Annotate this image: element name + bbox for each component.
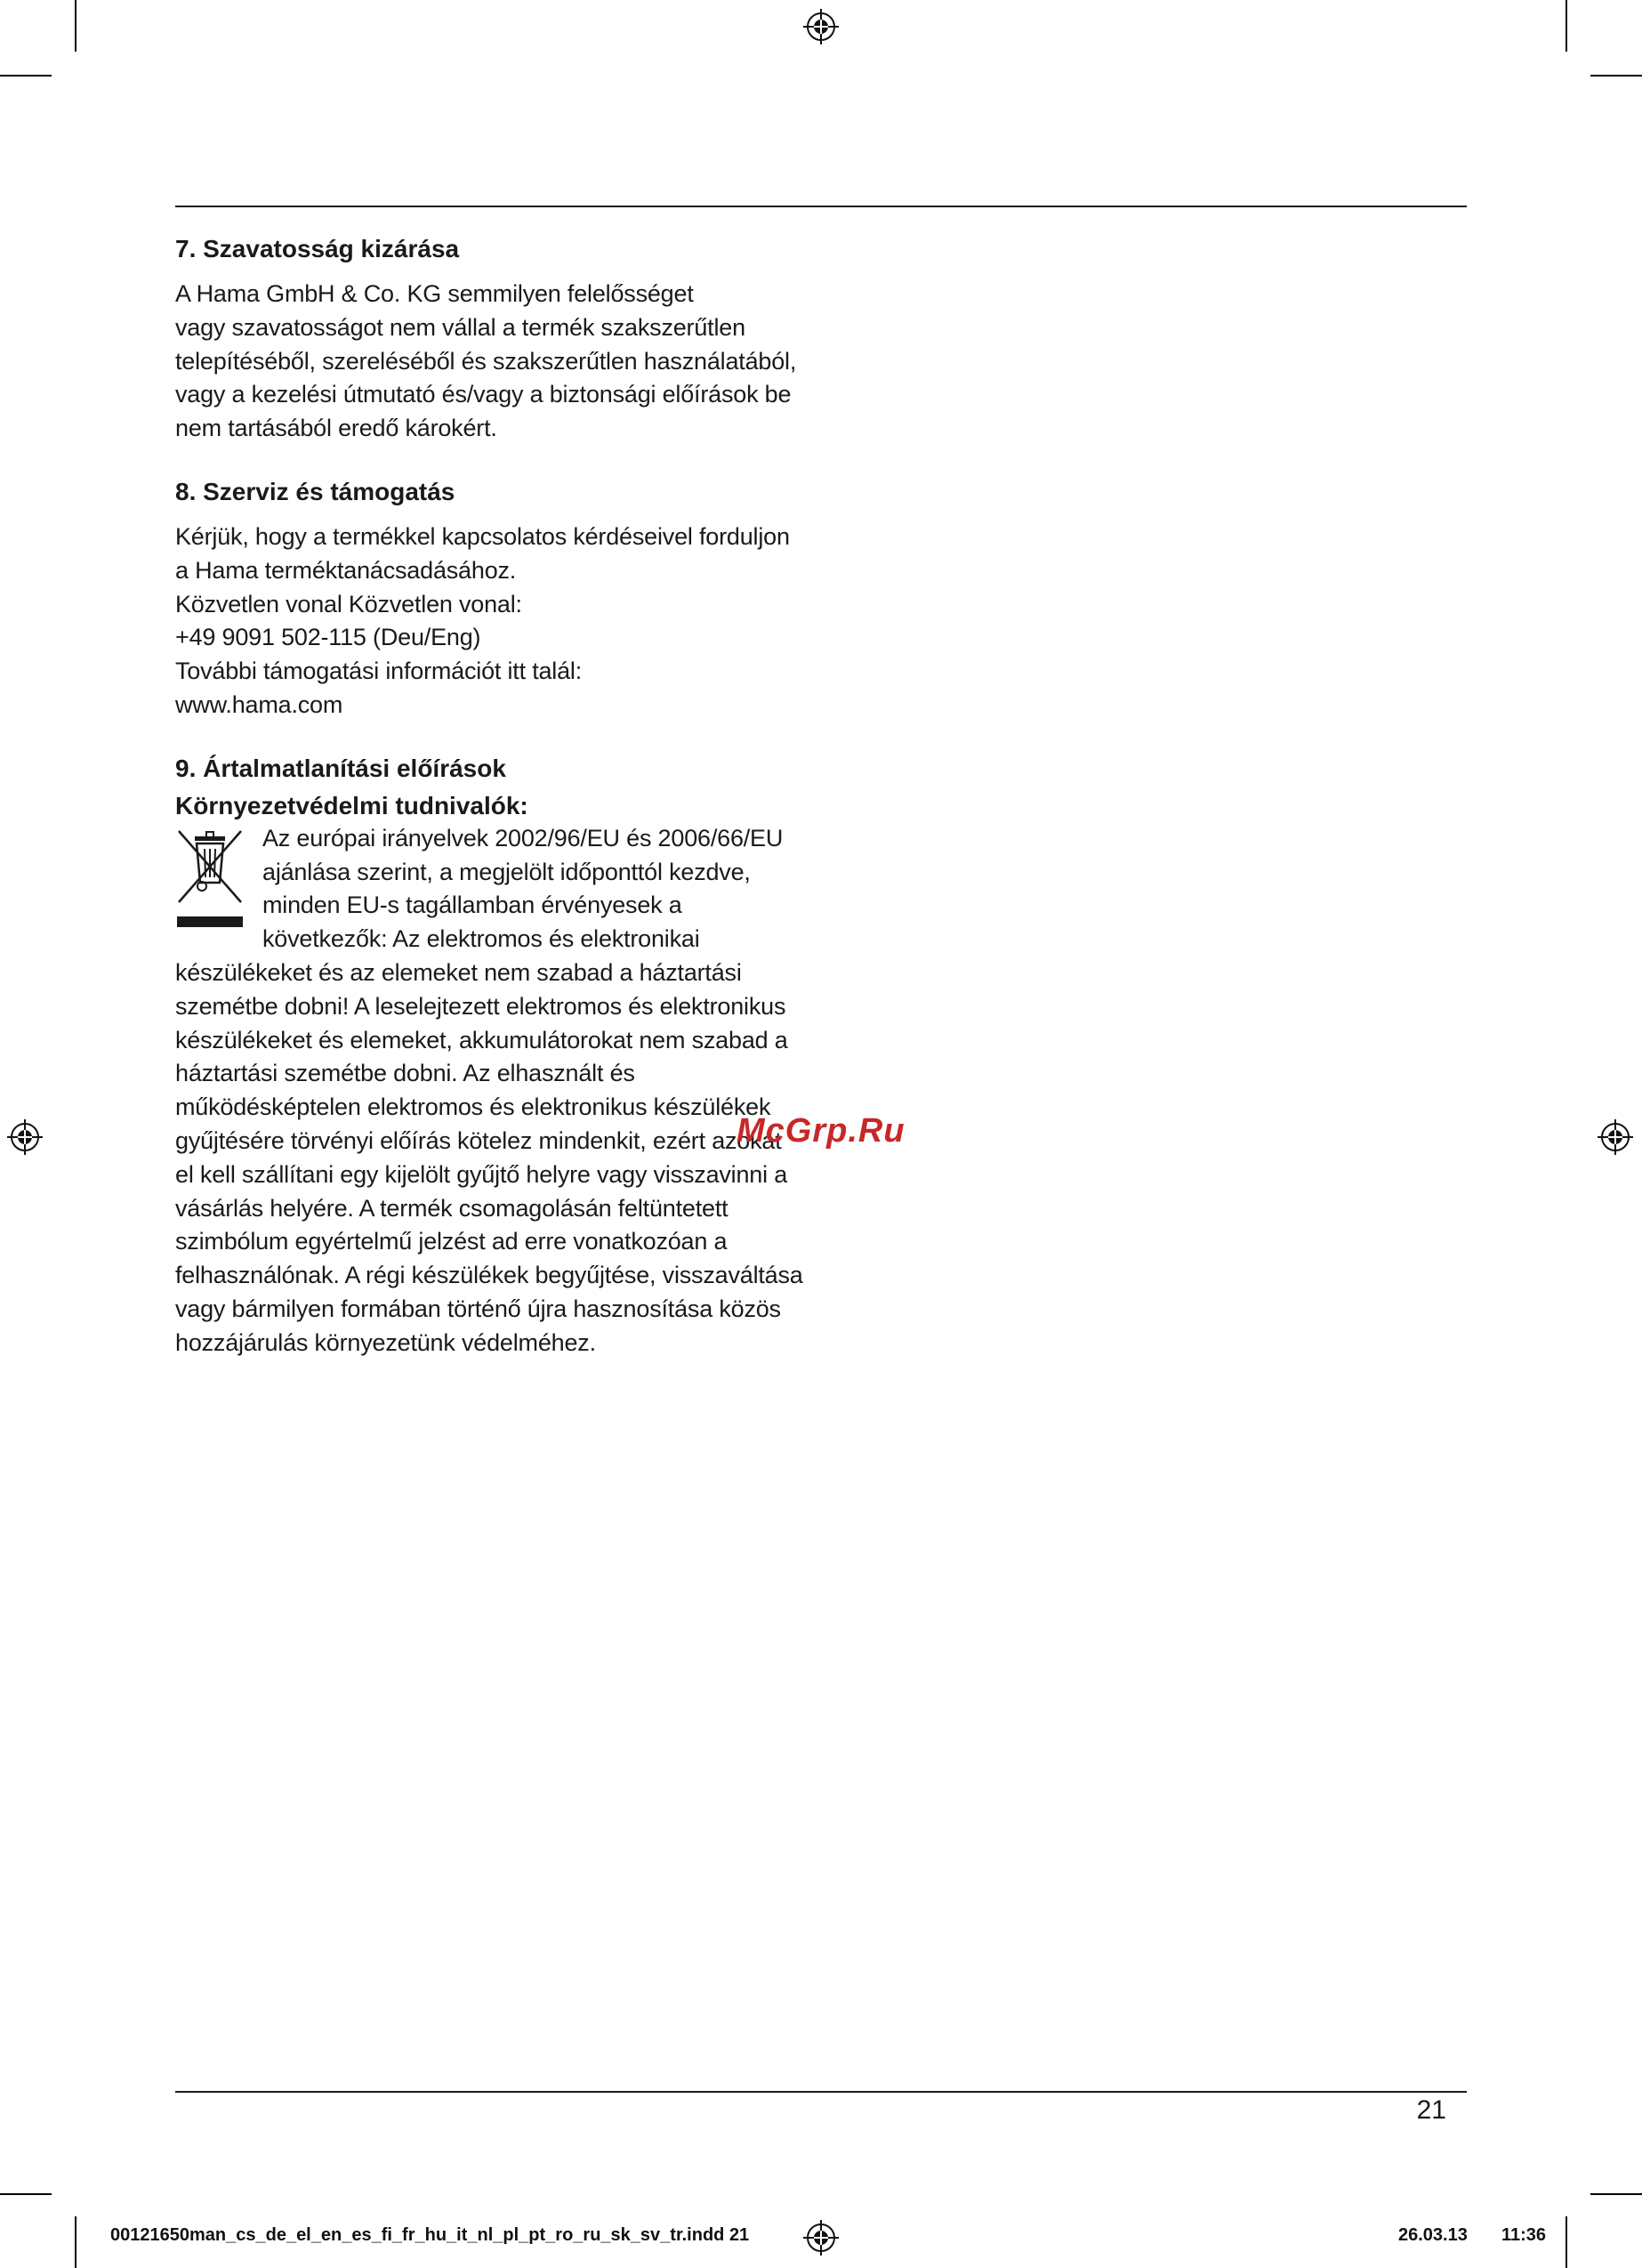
text-line: el kell szállítani egy kijelölt gyűjtő helyre vagy visszavinni a <box>175 1160 788 1188</box>
section-subheading: Környezetvédelmi tudnivalók: <box>175 791 528 819</box>
text-line: minden EU-s tagállamban érvényesek a <box>262 892 682 919</box>
text-line: vagy a kezelési útmutató és/vagy a biztonsági előírások be <box>175 381 792 408</box>
text-line: Kérjük, hogy a termékkel kapcsolatos kérdéseivel forduljon <box>175 522 790 550</box>
text-line: szemétbe dobni! A leselejtezett elektromos és elektronikus <box>175 992 786 1020</box>
page-content <box>175 233 816 1391</box>
text-line: készülékeket és elemeket, akkumulátorokat nem szabad a <box>175 1026 788 1053</box>
text-line: a Hama terméktanácsadásához. <box>175 556 517 584</box>
slug-date: 26.03.13 <box>1398 2225 1468 2245</box>
registration-mark-icon <box>803 9 839 44</box>
crop-mark <box>1566 2216 1567 2268</box>
text-line: következők: Az elektromos és elektronikai <box>262 925 700 953</box>
section-service-support <box>175 476 816 722</box>
text-line: +49 9091 502-115 (Deu/Eng) <box>175 624 481 651</box>
environment-notice <box>175 822 816 1360</box>
text-line: ajánlása szerint, a megjelölt időponttól kezdve, <box>262 858 751 885</box>
text-line: gyűjtésére törvényi előírás kötelez mindenkit, ezért azokat <box>175 1126 782 1154</box>
text-line: Közvetlen vonal Közvetlen vonal: <box>175 590 522 617</box>
section-body <box>175 278 816 446</box>
text-line: hozzájárulás környezetünk védelméhez. <box>175 1328 596 1356</box>
page-number: 21 <box>1416 2095 1446 2125</box>
text-line: szimbólum egyértelmű jelzést ad erre vonatkozóan a <box>175 1228 728 1255</box>
text-line: nem tartásából eredő károkért. <box>175 415 497 442</box>
registration-mark-icon <box>1598 1119 1633 1155</box>
crop-mark <box>1590 75 1642 77</box>
top-rule <box>175 206 1467 207</box>
text-line: készülékeket és az elemeket nem szabad a háztartási <box>175 958 742 986</box>
slug-filename: 00121650man_cs_de_el_en_es_fi_fr_hu_it_nl_pl_pt_ro_ru_sk_sv_tr.indd 21 <box>110 2225 750 2245</box>
section-body <box>175 521 816 722</box>
crop-mark <box>0 75 52 77</box>
crop-mark <box>75 2216 76 2268</box>
crossed-out-wheelie-bin-icon <box>175 827 245 934</box>
crop-mark <box>1590 2193 1642 2195</box>
crop-mark <box>0 2193 52 2195</box>
registration-mark-icon <box>7 1119 43 1155</box>
watermark: McGrp.Ru <box>736 1112 906 1150</box>
section-warranty-disclaimer <box>175 233 816 446</box>
section-heading: 8. Szerviz és támogatás <box>175 477 455 505</box>
section-body <box>175 956 816 1360</box>
website-link[interactable]: www.hama.com <box>175 690 343 718</box>
section-heading: 7. Szavatosság kizárása <box>175 235 460 262</box>
text-line: felhasználónak. A régi készülékek begyűjtése, visszaváltása <box>175 1262 803 1289</box>
crop-mark <box>1566 0 1567 52</box>
section-disposal <box>175 753 816 1360</box>
text-line: Az európai irányelvek 2002/96/EU és 2006/66/EU <box>262 824 784 852</box>
section-heading: 9. Ártalmatlanítási előírások <box>175 754 506 782</box>
text-line: működésképtelen elektromos és elektronikus készülékek <box>175 1094 771 1121</box>
text-line: telepítéséből, szereléséből és szakszerűtlen használatából, <box>175 347 797 375</box>
registration-mark-icon <box>803 2220 839 2256</box>
text-line: A Hama GmbH & Co. KG semmilyen felelősséget <box>175 280 694 307</box>
text-line: vásárlás helyére. A termék csomagolásán feltüntetett <box>175 1194 728 1222</box>
text-line: háztartási szemétbe dobni. Az elhasznált és <box>175 1060 635 1087</box>
bottom-rule <box>175 2091 1467 2093</box>
text-line: További támogatási információt itt talál: <box>175 658 583 685</box>
slug-time: 11:36 <box>1501 2225 1547 2245</box>
text-line: vagy bármilyen formában történő újra hasznosítása közös <box>175 1295 781 1322</box>
text-line: vagy szavatosságot nem vállal a termék szakszerűtlen <box>175 313 745 341</box>
crop-mark <box>75 0 76 52</box>
section-body <box>175 822 816 956</box>
